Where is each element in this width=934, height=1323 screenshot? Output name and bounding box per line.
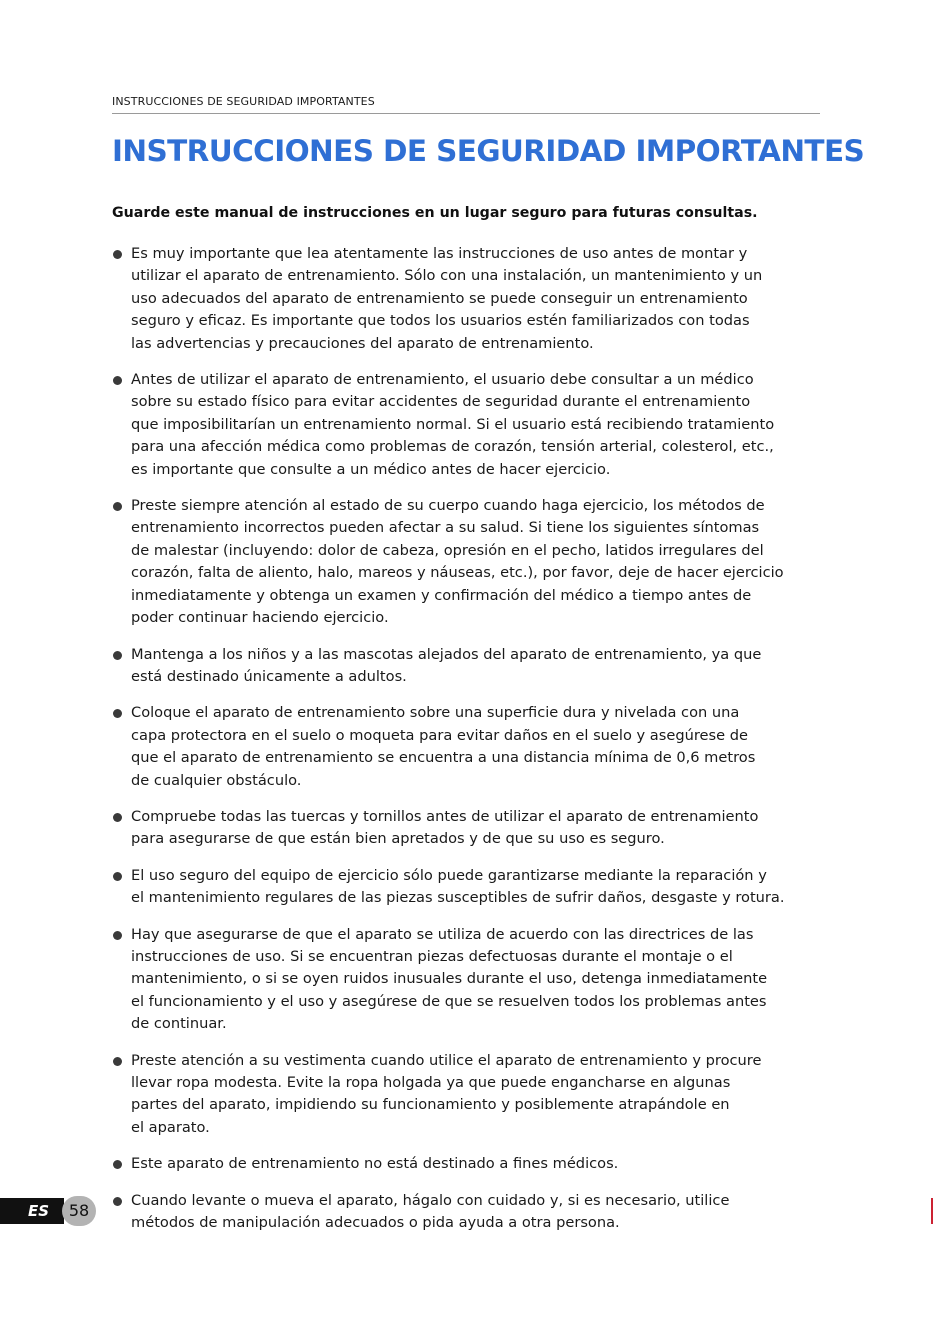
bullet-icon (113, 813, 122, 822)
list-item-text: Preste siempre atención al estado de su cuerpo cuando haga ejercicio, los métodos de entrenamiento incorrectos pueden afectar a su salud. Si tiene los siguientes síntomas de malestar (incluyendo: dolor de cabeza, opresión en el pecho, latidos irregulares del corazón, falta de aliento, halo, mareos y náuseas, etc.), por favor, deje de hacer ejercicio inmediatamente y obtenga un examen y confirmación del médico a tiempo antes de poder continuar haciendo ejercicio. (131, 497, 784, 627)
list-item (112, 702, 852, 792)
list-item-text: Hay que asegurarse de que el aparato se utiliza de acuerdo con las directrices de las instrucciones de uso. Si se encuentran piezas defectuosas durante el montaje o el mantenimiento, o si se oyen ruidos inusuales durante el uso, detenga inmediatamente el funcionamiento y el uso y asegúrese de que se resuelven todos los problemas antes de continuar. (131, 925, 768, 1033)
language-tab: ES (0, 1198, 64, 1224)
list-item (112, 806, 852, 851)
bullet-icon (113, 651, 122, 660)
bullet-icon (113, 250, 122, 259)
list-item-text: Preste atención a su vestimenta cuando utilice el aparato de entrenamiento y procure llevar ropa modesta. Evite la ropa holgada ya que puede engancharse en algunas partes del aparato, impidiendo su funcionamiento y posiblemente atrapándole en el aparato. (131, 1051, 762, 1136)
running-header: INSTRUCCIONES DE SEGURIDAD IMPORTANTES (112, 95, 820, 114)
page-number-badge: 58 (62, 1196, 96, 1226)
list-item (112, 644, 852, 689)
list-item (112, 495, 852, 629)
list-item (112, 1050, 852, 1140)
list-item (112, 865, 852, 910)
bullet-icon (113, 502, 122, 511)
bullet-icon (113, 376, 122, 385)
bullet-icon (113, 709, 122, 718)
list-item-text: Este aparato de entrenamiento no está destinado a fines médicos. (131, 1155, 619, 1173)
list-item-text: Cuando levante o mueva el aparato, hágalo con cuidado y, si es necesario, utilice métodos de manipulación adecuados o pida ayuda a otra persona. (131, 1191, 730, 1232)
safety-instructions-list (112, 243, 852, 1248)
list-item (112, 243, 852, 355)
list-item-text: Es muy importante que lea atentamente las instrucciones de uso antes de montar y utilizar el aparato de entrenamiento. Sólo con una instalación, un mantenimiento y un uso adecuados del aparato de entrenamiento se puede conseguir un entrenamiento seguro y eficaz. Es importante que todos los usuarios estén familiarizados con todas las advertencias y precauciones del aparato de entrenamiento. (131, 245, 763, 352)
edge-marker (931, 1198, 933, 1224)
bullet-icon (113, 1197, 122, 1206)
list-item (112, 1153, 852, 1175)
list-item-text: Antes de utilizar el aparato de entrenamiento, el usuario debe consultar a un médico sobre su estado físico para evitar accidentes de seguridad durante el entrenamiento que imposibilitarían un entrenamiento normal. Si el usuario está recibiendo tratamiento para una afección médica como problemas de corazón, tensión arterial, colesterol, etc., es importante que consulte a un médico antes de hacer ejercicio. (131, 371, 775, 478)
bullet-icon (113, 1057, 122, 1066)
list-item (112, 1190, 852, 1235)
bullet-icon (113, 931, 122, 940)
intro-text: Guarde este manual de instrucciones en un lugar seguro para futuras consultas. (112, 205, 758, 221)
list-item-text: Mantenga a los niños y a las mascotas alejados del aparato de entrenamiento, ya que está destinado únicamente a adultos. (131, 645, 762, 685)
bullet-icon (113, 1160, 122, 1169)
list-item-text: El uso seguro del equipo de ejercicio sólo puede garantizarse mediante la reparación y el mantenimiento regulares de las piezas susceptibles de sufrir daños, desgaste y rotura. (131, 866, 785, 907)
bullet-icon (113, 872, 122, 881)
page-title: INSTRUCCIONES DE SEGURIDAD IMPORTANTES (112, 134, 865, 168)
list-item (112, 369, 852, 481)
list-item-text: Compruebe todas las tuercas y tornillos antes de utilizar el aparato de entrenamiento para asegurarse de que están bien apretados y de que su uso es seguro. (131, 807, 759, 848)
list-item (112, 924, 852, 1036)
list-item-text: Coloque el aparato de entrenamiento sobre una superficie dura y nivelada con una capa protectora en el suelo o moqueta para evitar daños en el suelo y asegúrese de que el aparato de entrenamiento se encuentra a una distancia mínima de 0,6 metros de cualquier obstáculo. (131, 704, 756, 789)
